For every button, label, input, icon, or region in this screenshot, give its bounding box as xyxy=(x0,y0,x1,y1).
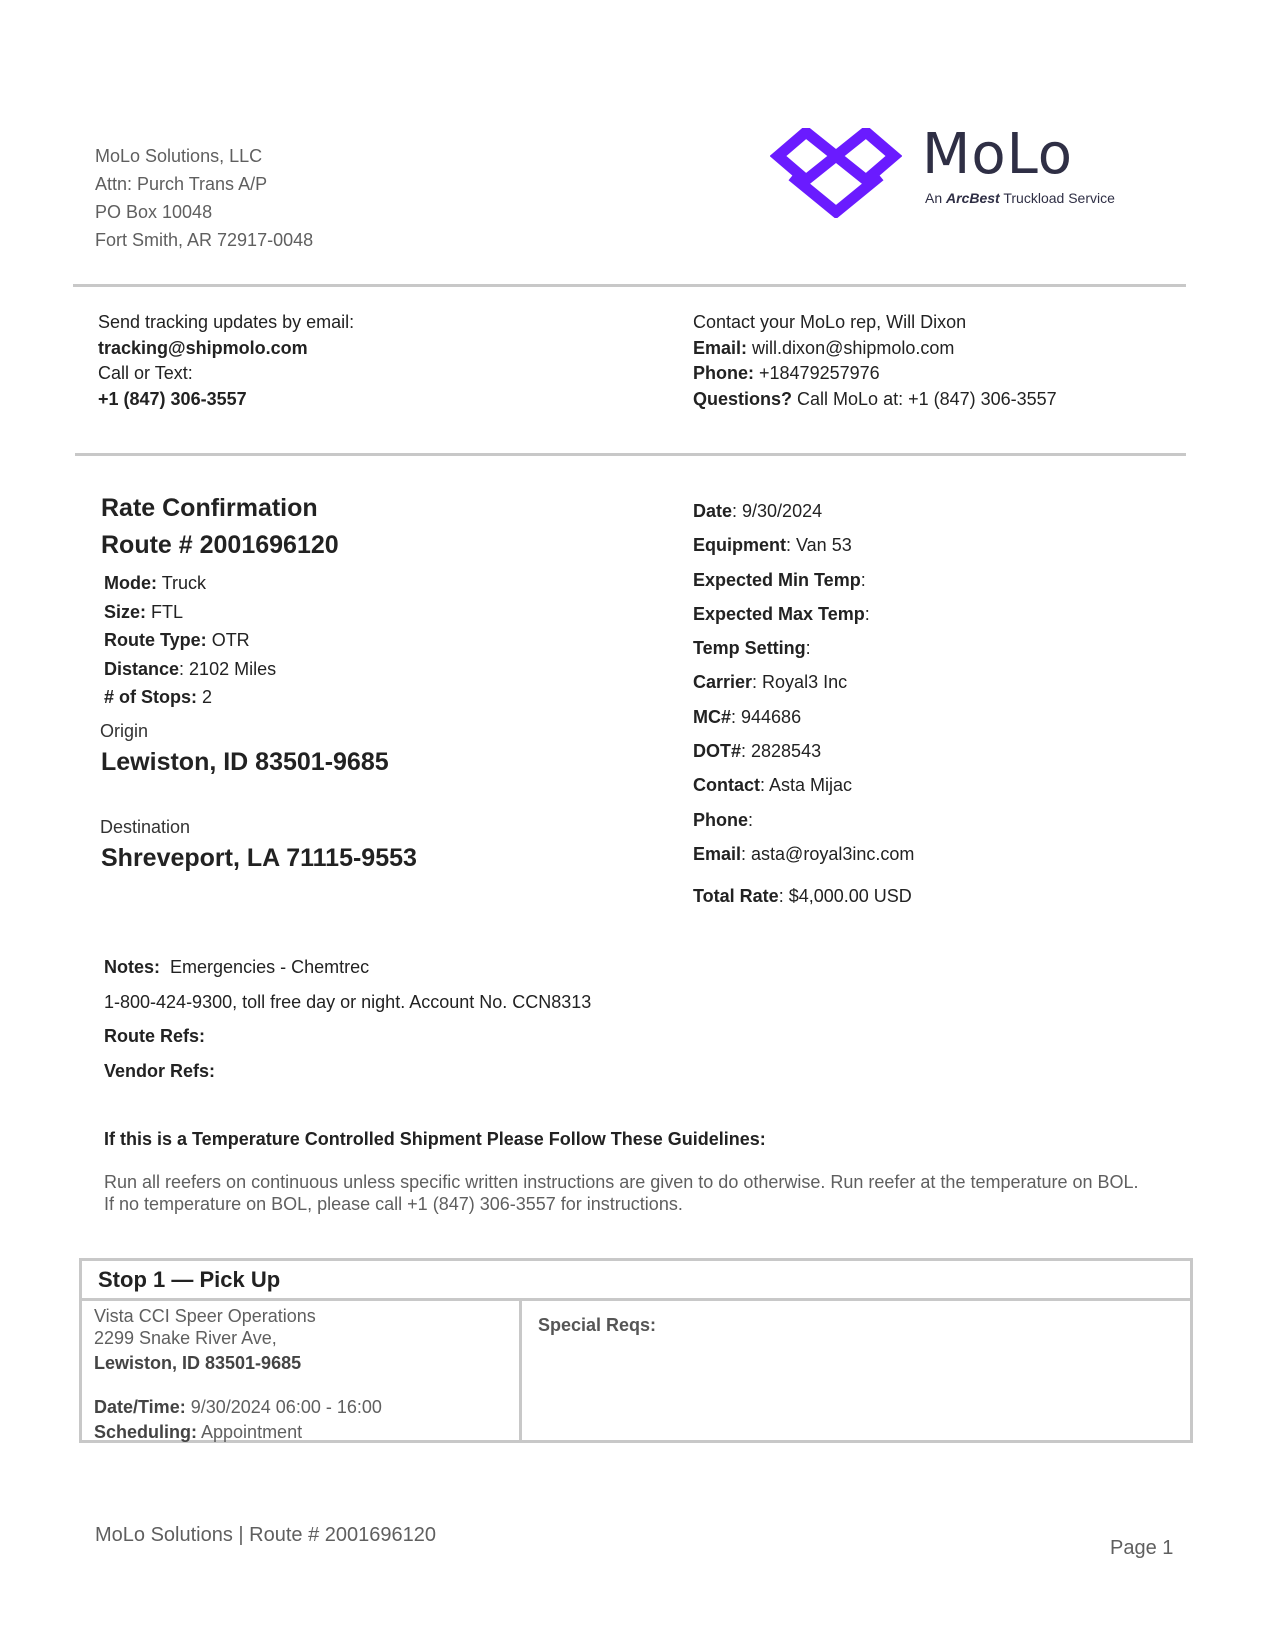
detail-contact: Contact: Asta Mijac xyxy=(693,775,853,796)
stop-facility: Vista CCI Speer Operations xyxy=(94,1306,316,1326)
rep-phone[interactable]: +18479257976 xyxy=(759,363,880,383)
detail-date: Date: 9/30/2024 xyxy=(693,501,823,521)
detail-dot: DOT#: 2828543 xyxy=(693,741,822,762)
page-title: Rate Confirmation xyxy=(101,494,318,522)
divider-top xyxy=(73,284,1186,287)
company-attn: Attn: Purch Trans A/P xyxy=(95,174,268,194)
company-po-box: PO Box 10048 xyxy=(95,202,213,222)
stop-datetime: 9/30/2024 06:00 - 16:00 xyxy=(190,1397,382,1417)
field-distance: Distance: 2102 Miles xyxy=(104,658,277,679)
rep-email[interactable]: will.dixon@shipmolo.com xyxy=(752,337,955,358)
molo-logo-icon xyxy=(770,128,902,218)
destination-city: Shreveport, LA 71115-9553 xyxy=(101,844,417,872)
detail-equipment: Equipment: Van 53 xyxy=(693,535,852,556)
molo-logo xyxy=(770,122,1130,218)
route-number: Route # 2001696120 xyxy=(101,531,339,559)
field-mode: Mode: Truck xyxy=(104,573,207,593)
notes-section xyxy=(104,950,591,1088)
footer-page-number: Page 1 xyxy=(1110,1537,1174,1559)
detail-phone: Phone: xyxy=(693,809,754,830)
company-name: MoLo Solutions, LLC xyxy=(95,146,263,166)
detail-email: Email: asta@royal3inc.com xyxy=(693,843,915,864)
detail-carrier: Carrier: Royal3 Inc xyxy=(693,672,848,693)
divider-middle xyxy=(75,453,1186,456)
rep-intro: Contact your MoLo rep, Will Dixon xyxy=(693,312,967,332)
route-refs-label: Route Refs: xyxy=(104,1026,206,1046)
total-rate: Total Rate: $4,000.00 USD xyxy=(693,886,912,906)
tracking-email[interactable]: tracking@shipmolo.com xyxy=(98,337,308,358)
detail-max-temp: Expected Max Temp: xyxy=(693,603,870,624)
guidelines-text: Run all reefers on continuous unless specific written instructions are given to do otherwise. Run reefer at the temperature on BOL. If no temperature on BOL, please call +1 (847) 306-3557 for instructions. xyxy=(104,1172,1139,1214)
rep-info: Contact your MoLo rep, Will Dixon Email: will.dixon@shipmolo.com Phone: +18479257976 Questions? Call MoLo at: +1 (847) 306-3557 xyxy=(693,312,1057,409)
tracking-label: Send tracking updates by email: xyxy=(98,312,355,332)
footer-route: MoLo Solutions | Route # 2001696120 xyxy=(95,1524,437,1546)
stop-city: Lewiston, ID 83501-9685 xyxy=(94,1353,302,1373)
route-details xyxy=(693,494,914,871)
vendor-refs-label: Vendor Refs: xyxy=(104,1060,216,1081)
destination-label: Destination xyxy=(100,817,191,837)
stop-1-address: Vista CCI Speer Operations 2299 Snake River Ave, Lewiston, ID 83501-9685 Date/Time: 9/30/2024 06:00 - 16:00 Scheduling: Appointment xyxy=(82,1301,522,1440)
stop-1-special xyxy=(522,1301,1190,1440)
detail-mc: MC#: 944686 xyxy=(693,706,802,727)
field-stops: # of Stops: 2 xyxy=(104,687,213,707)
stop-1-box xyxy=(79,1258,1193,1443)
tracking-info xyxy=(98,310,354,412)
stop-scheduling: Appointment xyxy=(201,1422,303,1442)
logo-wordmark: MoLo xyxy=(922,122,1074,187)
logo-tagline-brand: ArcBest xyxy=(946,190,1000,206)
guidelines-title: If this is a Temperature Controlled Shipment Please Follow These Guidelines: xyxy=(104,1129,766,1149)
field-route-type: Route Type: OTR xyxy=(104,630,250,650)
rep-questions: Call MoLo at: +1 (847) 306-3557 xyxy=(797,388,1057,409)
notes-line-2: 1-800-424-9300, toll free day or night. Account No. CCN8313 xyxy=(104,991,592,1012)
logo-tagline: An ArcBest Truckload Service xyxy=(925,190,1115,206)
stop-1-header: Stop 1 — Pick Up xyxy=(82,1261,1190,1301)
tracking-call-label: Call or Text: xyxy=(98,363,193,383)
company-address xyxy=(95,142,313,254)
company-city: Fort Smith, AR 72917-0048 xyxy=(95,230,314,250)
field-size: Size: FTL xyxy=(104,601,184,622)
detail-min-temp: Expected Min Temp: xyxy=(693,569,866,590)
shipment-fields xyxy=(104,569,276,712)
origin-city: Lewiston, ID 83501-9685 xyxy=(101,748,389,776)
notes-line: Notes: Emergencies - Chemtrec xyxy=(104,957,370,977)
stop-street: 2299 Snake River Ave, xyxy=(94,1328,277,1348)
origin-label: Origin xyxy=(100,721,149,741)
special-reqs-label: Special Reqs: xyxy=(538,1315,657,1335)
detail-temp-setting: Temp Setting: xyxy=(693,638,811,659)
tracking-phone[interactable]: +1 (847) 306-3557 xyxy=(98,388,247,409)
